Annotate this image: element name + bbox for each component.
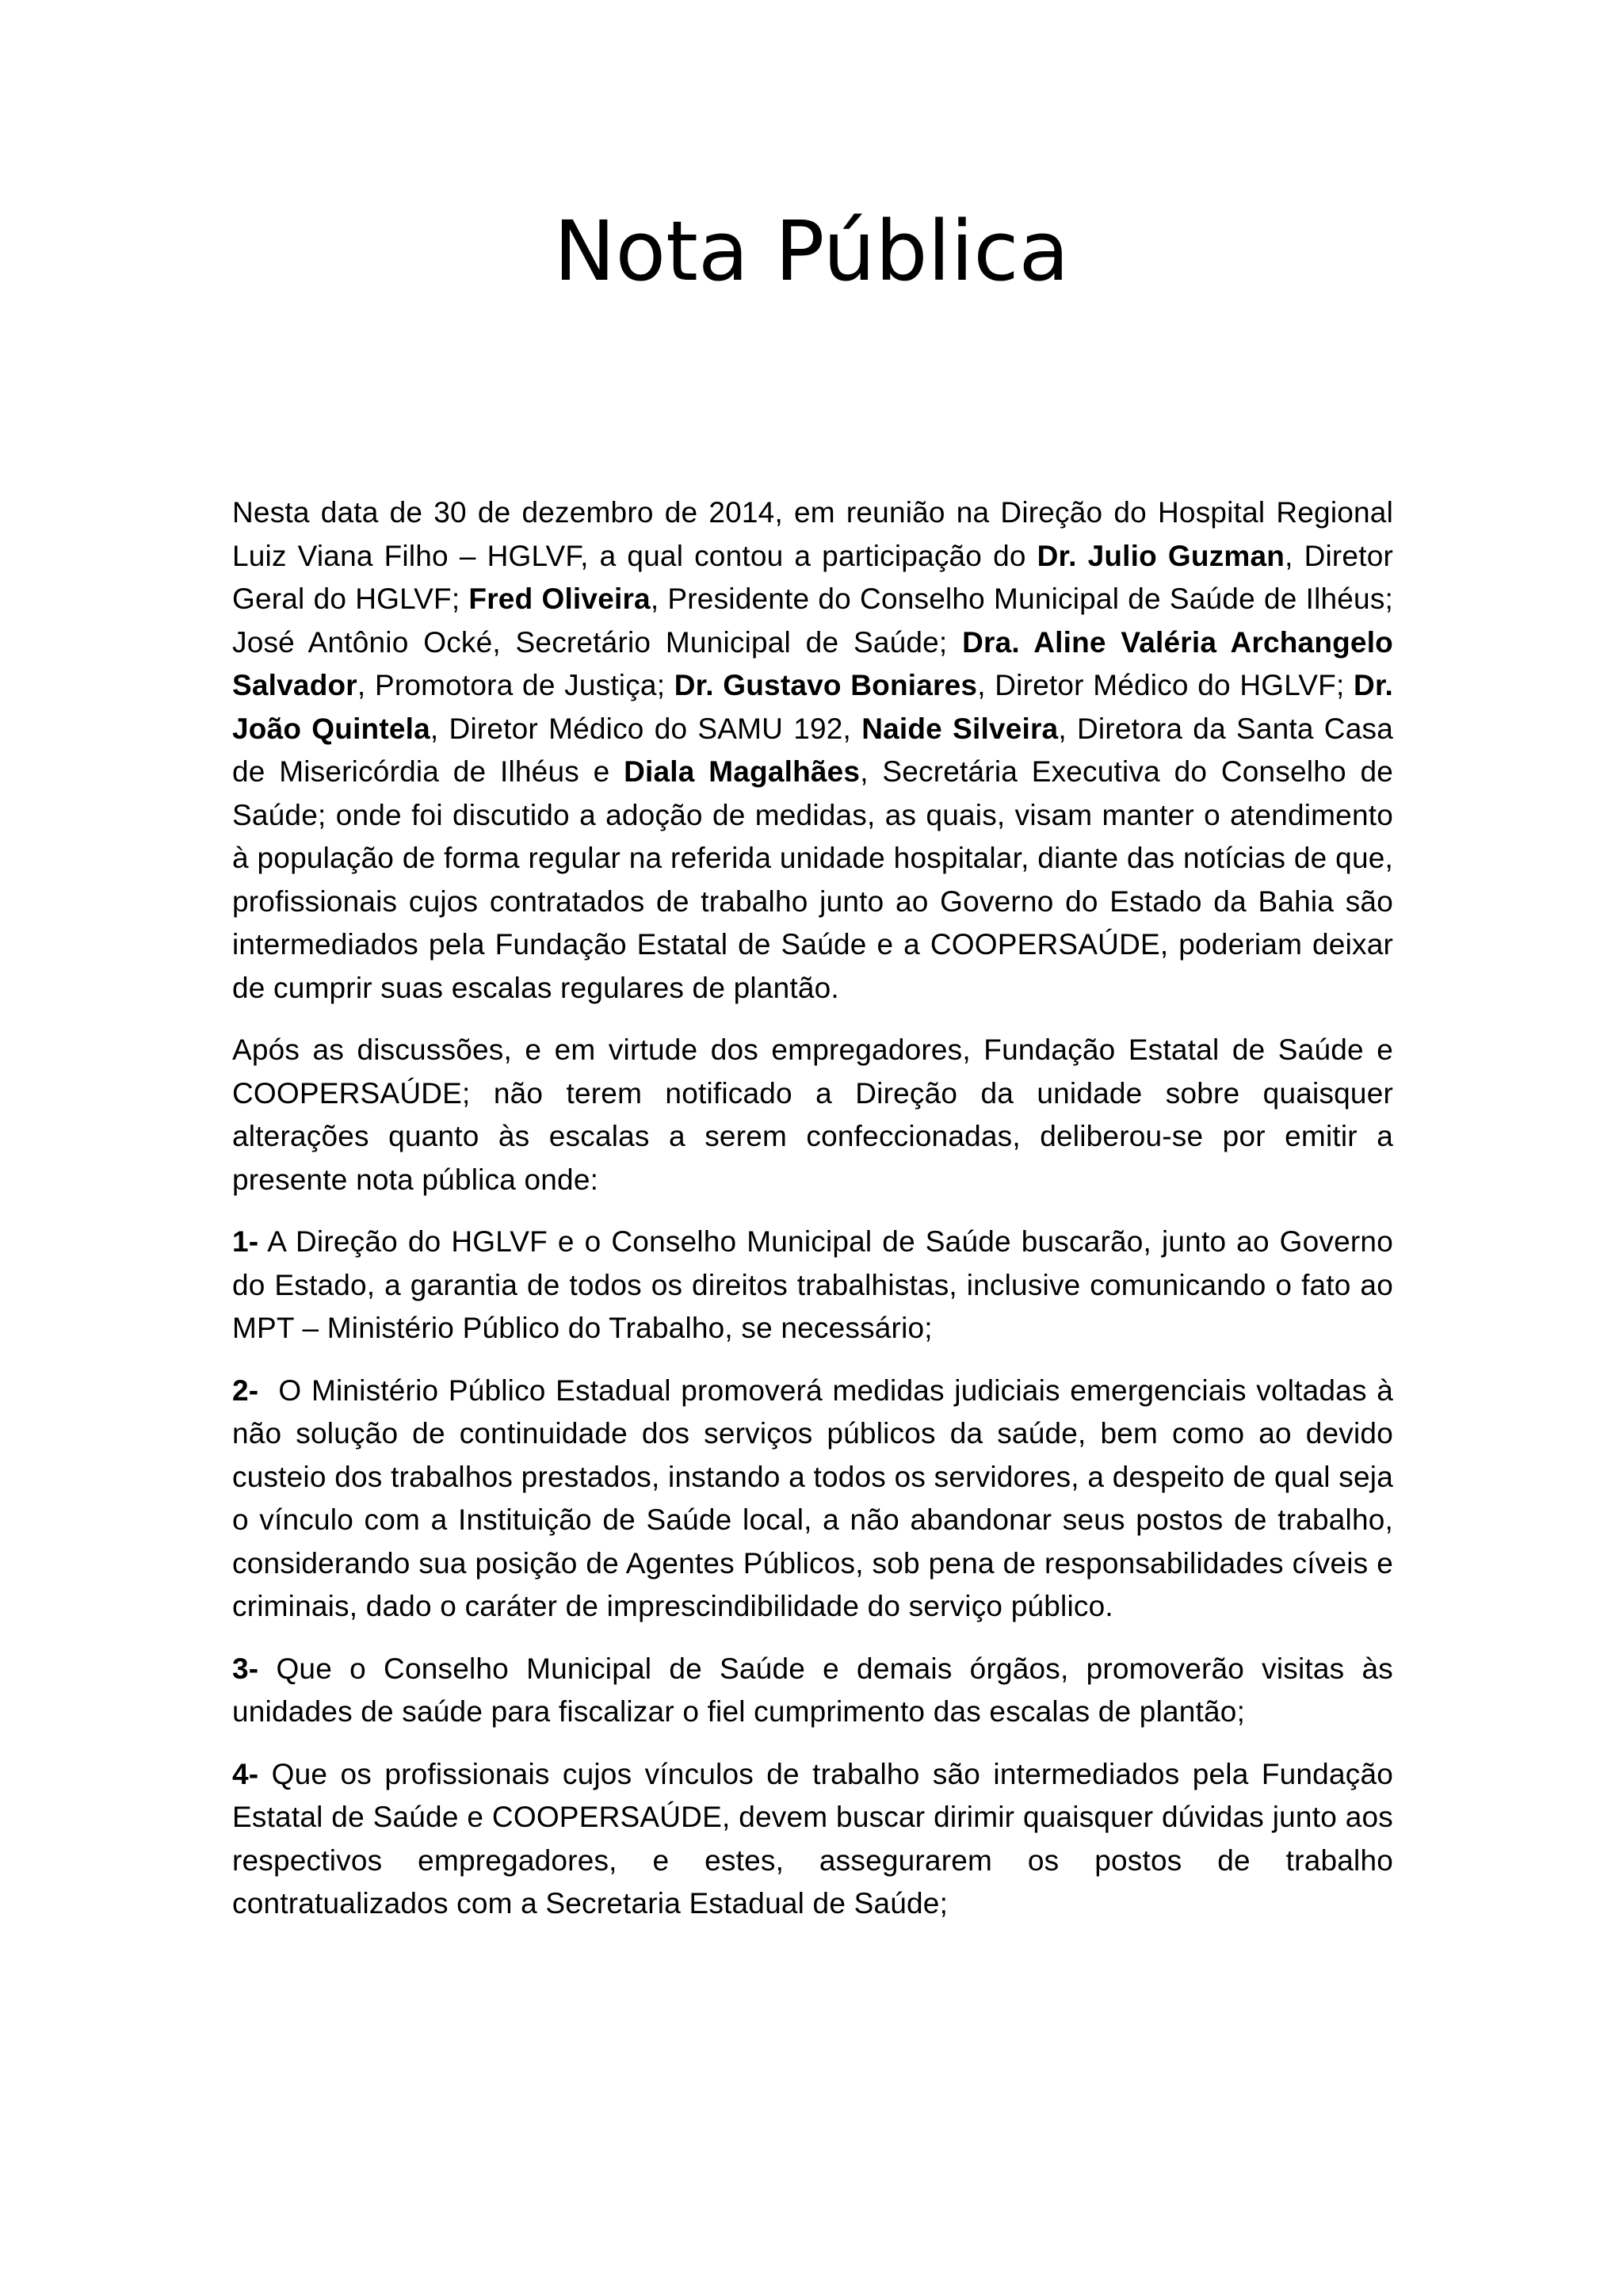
item-number: 4- — [232, 1757, 259, 1790]
list-item — [232, 1753, 1393, 1926]
attendee-name: Dr. Julio Guzman — [1037, 539, 1285, 572]
attendee-name: Dra. Aline Valéria Archangelo Salvador — [232, 625, 1393, 701]
attendee-name: Naide Silveira — [861, 712, 1059, 745]
attendee-name: Diala Magalhães — [624, 755, 861, 788]
item-text: Que o Conselho Municipal de Saúde e demais órgãos, promoverão visitas às unidades de saúde para fiscalizar o fiel cumprimento das escalas de plantão; — [232, 1652, 1393, 1728]
list-item — [232, 1370, 1402, 1629]
list-item — [232, 1648, 1393, 1734]
item-text: A Direção do HGLVF e o Conselho Municipal de Saúde buscarão, junto ao Governo do Estado, a garantia de todos os direitos trabalhistas, inclusive comunicando o fato ao MPT – Ministério Público do Trabalho, se necessário; — [232, 1225, 1393, 1344]
intro-paragraph — [232, 491, 1393, 1010]
intro-text: , Presidente do Conselho Municipal de Saúde de Ilhéus; José Antônio Ocké, Secretário Municipal de Saúde; — [232, 583, 1394, 659]
item-number: 2- — [232, 1373, 259, 1407]
intro-text: , Diretor Médico do HGLVF; — [977, 669, 1354, 701]
deliberation-paragraph: Após as discussões, e em virtude dos empregadores, Fundação Estatal de Saúde e COOPERSAÚDE; não terem notificado a Direção da unidade sobre quaisquer alterações quanto às escalas a serem confeccionadas, deliberou-se por emitir a presente nota pública onde: — [232, 1033, 1393, 1196]
attendee-name: Dr. João Quintela — [232, 669, 1393, 745]
item-number: 1- — [232, 1225, 259, 1258]
list-item — [232, 1221, 1393, 1350]
item-text: Que os profissionais cujos vínculos de trabalho são intermediados pela Fundação Estatal de Saúde e COOPERSAÚDE, devem buscar dirimir quaisquer dúvidas junto aos respectivos empregadores, e estes, assegurarem os postos de trabalho contratualizados com a Secretaria Estadual de Saúde; — [232, 1757, 1393, 1920]
attendee-name: Fred Oliveira — [468, 583, 651, 615]
attendee-name: Dr. Gustavo Boniares — [674, 669, 978, 701]
intro-text: , Diretora da Santa Casa de Misericórdia de Ilhéus e — [232, 712, 1393, 788]
intro-text: , Diretor Geral do HGLVF; — [232, 539, 1393, 615]
item-number: 3- — [232, 1652, 259, 1685]
item-text: O Ministério Público Estadual promoverá medidas judiciais emergenciais voltadas à não solução de continuidade dos serviços públicos da saúde, bem como ao devido custeio dos trabalhos prestados, instando a todos os servidores, a despeito de qual seja o vínculo com a Instituição de Saúde local, a não abandonar seus postos de trabalho, considerando sua posição de Agentes Públicos, sob pena de responsabilidades cíveis e criminais, dado o caráter de imprescindibilidade do serviço público. — [232, 1373, 1402, 1622]
intro-text: , Diretor Médico do SAMU 192, — [430, 712, 862, 745]
page-title: Nota Pública — [553, 203, 1070, 300]
intro-text: , Promotora de Justiça; — [357, 669, 674, 701]
intro-text: Nesta data de 30 de dezembro de 2014, em reunião na Direção do Hospital Regional Luiz Viana Filho – HGLVF, a qual contou a participação do — [232, 496, 1393, 572]
intro-text: , Secretária Executiva do Conselho de Saúde; onde foi discutido a adoção de medidas, as quais, visam manter o atendimento à população de forma regular na referida unidade hospitalar, diante das notícias de que, profissionais cujos contratados de trabalho junto ao Governo do Estado da Bahia são intermediados pela Fundação Estatal de Saúde e a COOPERSAÚDE, poderiam deixar de cumprir suas escalas regulares de plantão. — [232, 755, 1394, 1004]
document-body — [232, 491, 1402, 1945]
